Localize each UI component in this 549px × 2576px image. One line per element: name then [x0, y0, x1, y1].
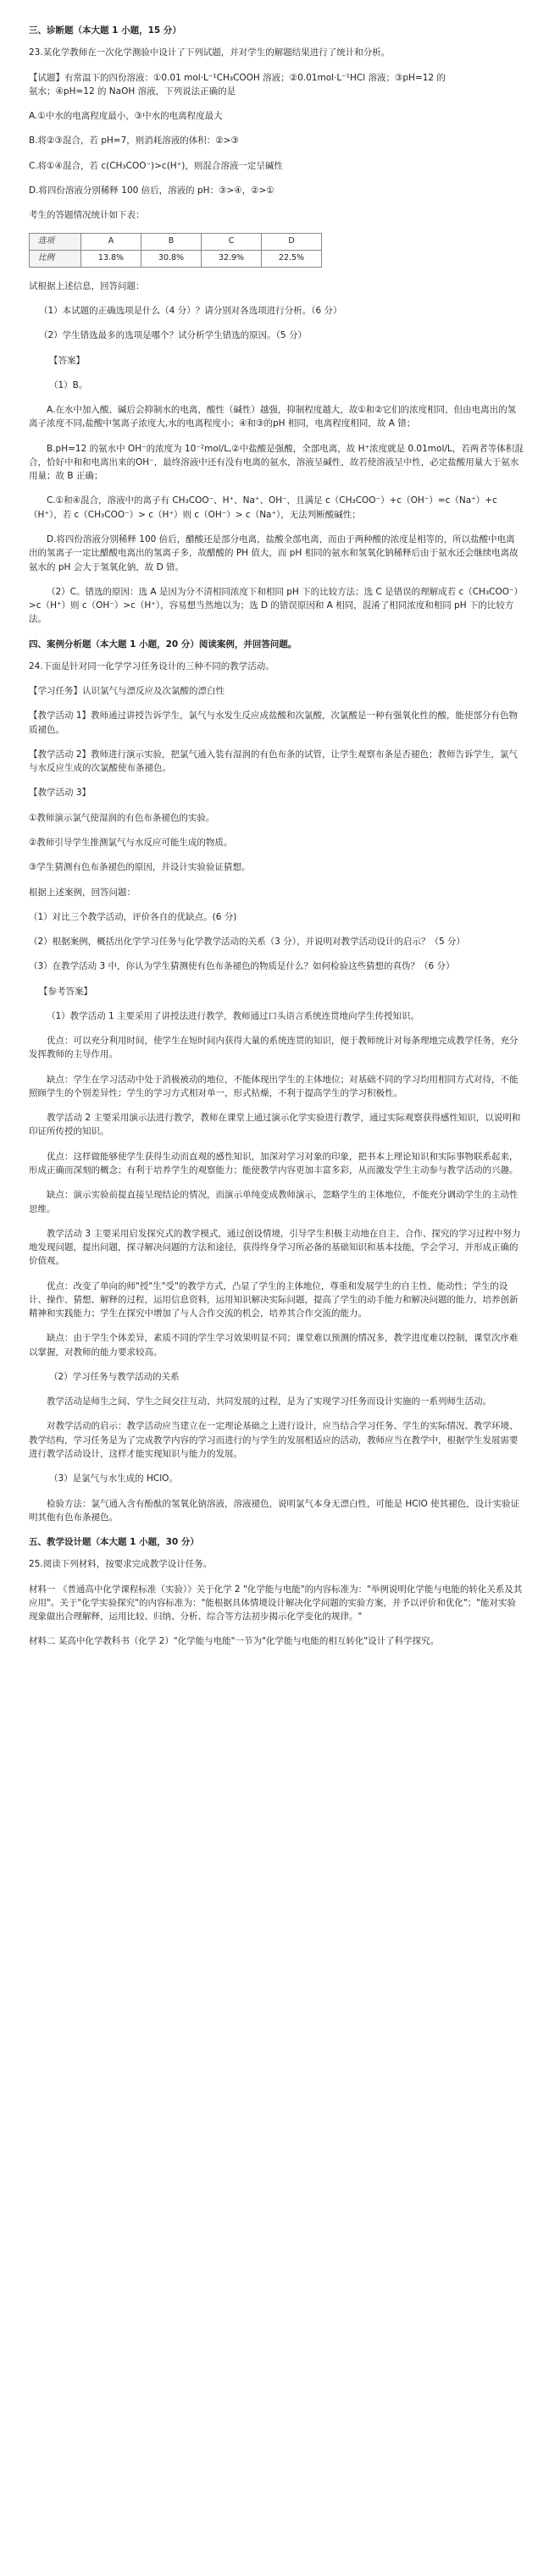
table-cell: A — [81, 234, 141, 251]
activity-2: 【教学活动 2】教师进行演示实验，把氯气通入装有湿润的有色布条的试管，让学生观察布条是否褪色；教师告诉学生，氯气与水反应生成的次氯酸使布条褪色。 — [29, 749, 518, 774]
table-cell: 比例 — [30, 251, 81, 268]
section-4-heading: 四、案例分析题（本大题 1 小题，20 分）阅读案例，并回答问题。 — [29, 638, 297, 650]
ask-intro: 根据上述案例，回答问题： — [29, 887, 136, 898]
answer-heading: 【答案】 — [49, 355, 85, 366]
analysis-a: A.在水中加入酸、碱后会抑制水的电离，酸性（碱性）越强，抑制程度越大，故①和②它们的浓度相同，但由电离出的氢离子浓度不同,盐酸中氢离子浓度大,水的电离程度小；④和③的pH 相同，电离程度相同，故 A 错； — [29, 405, 517, 429]
answer-stats-table — [29, 233, 322, 267]
table-cell: D — [262, 234, 322, 251]
option-d: D.将四份溶液分别稀释 100 倍后，溶液的 pH：③>④，②>① — [29, 185, 274, 196]
sub-question-1: （1）对比三个教学活动，评价各自的优缺点。(6 分) — [29, 911, 237, 922]
material-1: 材料一 《普通高中化学课程标准（实验）》关于化学 2 "化学能与电能"的内容标准为："举例说明化学能与电能的转化关系及其应用"。关于"化学实验探究"的内容标准为："能根据具体情境设计解决化学问题的实验方案，并予以评价和优化"；"能对实验现象做出合理解释，运用比较、归纳、分析、综合等方法初步揭示化学变化的规律。" — [29, 1584, 523, 1622]
question-24: 24.下面是针对同一化学学习任务设计的三种不同的教学活动。 — [29, 661, 274, 672]
table-cell: 32.9% — [202, 251, 262, 268]
analysis-d: D.将四份溶液分别稀释 100 倍后，醋酸还是部分电离，盐酸全部电离，而由于两种酸的浓度是相等的，所以盐酸中电离出的氢离子一定比醋酸电离出的氢离子多，故醋酸的 PH 值大，而 pH 相同的氨水和氢氧化钠稀释后由于氨水还会继续电离故氨水的 pH 会大于氢氧化钠，故 D 错。 — [29, 534, 518, 572]
table-cell: 选项 — [30, 234, 81, 251]
table-cell: B — [141, 234, 202, 251]
ref-part-2a: 教学活动是师生之间、学生之间交往互动、共同发展的过程，是为了实现学习任务而设计实施的一系列师生活动。 — [47, 1396, 491, 1407]
task-1: （1）本试题的正确选项是什么（4 分）？请分别对各选项进行分析。（6 分） — [39, 306, 342, 317]
ref-part-3a: 检验方法：氯气通入含有酚酞的氢氧化钠溶液，溶液褪色，说明氯气本身无漂白性，可能是 HClO 使其褪色，设计实验证明其他有色布条褪色。 — [29, 1498, 520, 1523]
ref-2-cons: 缺点：演示实验前提直接呈现结论的情况，而演示单纯变成教师演示，忽略学生的主体地位，不能充分调动学生的主动性思维。 — [29, 1190, 518, 1214]
section-5-heading: 五、教学设计题（本大题 1 小题，30 分） — [29, 1537, 199, 1548]
option-b: B.将②③混合，若 pH=7，则消耗溶液的体积：②>③ — [29, 135, 239, 146]
section-3-heading: 三、诊断题（本大题 1 小题，15 分） — [29, 25, 181, 36]
ref-1: （1）教学活动 1 主要采用了讲授法进行教学，教师通过口头语言系统连贯地向学生传授知识。 — [47, 1010, 420, 1021]
table-cell: C — [202, 234, 262, 251]
task-2: （2）学生错选最多的选项是哪个？试分析学生错选的原因。（5 分） — [39, 330, 307, 341]
ref-3-pros: 优点：改变了单向的师"授"生"受"的教学方式，凸显了学生的主体地位，尊重和发展学生的自主性、能动性；学生的设计、操作、猜想、解释的过程，运用信息资料，运用知识解决实际问题，提高了学生的动手能力和解决问题的能力，培养创新精神和实践能力；学生在探究中增加了与人合作交流的机会，培养其合作交流的能力。 — [29, 1280, 518, 1319]
analysis-b: B.pH=12 的氨水中 OH⁻的浓度为 10⁻²mol/L,②中盐酸是强酸，全部电离，故 H⁺浓度就是 0.01mol/L，若两者等体积混合，恰好中和和电离出来的OH⁻，最终溶液中还有没有电离的氨水，溶液呈碱性，故若使溶液呈中性，必定盐酸用量大于氨水用量；故 B 正确； — [29, 443, 524, 482]
material-2: 材料二 某高中化学教科书（化学 2）"化学能与电能"一节为"化学能与电能的相互转化"设计了科学探究。 — [29, 1636, 440, 1647]
table-cell: 30.8% — [141, 251, 202, 268]
ref-3-cons: 缺点：由于学生个体差异，素质不同的学生学习效果明显不同；课堂难以预测的情况多，教学进度难以控制，课堂次序难以掌握，对教师的能力要求较高。 — [29, 1333, 518, 1357]
reference-answer-heading: 【参考答案】 — [39, 986, 92, 997]
answer-1: （1）B。 — [49, 379, 88, 390]
question-stem: 【试题】有常温下的四份溶液：①0.01 mol·L⁻¹CH₃COOH 溶液；②0.01mol·L⁻¹HCl 溶液；③pH=12 的 氨水；④pH=12 的 NaOH 溶液，下列说法正确的是 — [29, 72, 446, 97]
ref-1-cons: 缺点：学生在学习活动中处于消极被动的地位，不能体现出学生的主体地位；对基础不同的学习均用相同方式对待，不能照顾学生的个别差异性；学生的学习方式相对单一，形式枯燥，不利于提高学生的学习积极性。 — [29, 1074, 518, 1098]
sub-question-2: （2）根据案例，概括出化学学习任务与化学教学活动的关系（3 分），并说明对教学活动设计的启示？（5 分） — [29, 937, 465, 948]
answer-2: （2）C。错选的原因：选 A 是因为分不清相同浓度下和相同 pH 下的比较方法；选 C 是错误的理解成若 c（CH₃COO⁻）>c（H⁺）则 c（OH⁻）>c（H⁺），容易想当然地以为；选 D 的错误原因和 A 相同，混淆了相同浓度和相同 pH 下的比较方法。 — [29, 586, 524, 625]
activity-1: 【教学活动 1】教师通过讲授告诉学生，氯气与水发生反应成盐酸和次氯酸，次氯酸是一种有强氧化性的酸，能使部分有色物质褪色。 — [29, 710, 518, 735]
ref-3: 教学活动 3 主要采用启发探究式的教学模式，通过创设情境，引导学生积极主动地在自主、合作、探究的学习过程中努力地发现问题，提出问题，探寻解决问题的方法和途径，获得终身学习所必备的基础知识和基本技能，学会学习，并形成正确的价值观。 — [29, 1228, 521, 1267]
question-25: 25.阅读下列材料，按要求完成教学设计任务。 — [29, 1559, 213, 1570]
table-row — [30, 251, 322, 268]
ref-2: 教学活动 2 主要采用演示法进行教学，教师在课堂上通过演示化学实验进行教学，通过实际观察获得感性知识，以说明和印证所传授的知识。 — [29, 1113, 521, 1137]
analysis-c: C.①和④混合，溶液中的离子有 CH₃COO⁻、H⁺、Na⁺、OH⁻，且满足 c（CH₃COO⁻）+c（OH⁻）=c（Na⁺）+c（H⁺），若 c（CH₃COO⁻）> c（H⁺）则 c（OH⁻）> c（Na⁺），无法判断酸碱性； — [29, 495, 497, 520]
question-23: 23.某化学教师在一次化学测验中设计了下列试题，并对学生的解题结果进行了统计和分析。 — [29, 47, 391, 58]
option-a: A.①中水的电离程度最小，③中水的电离程度最大 — [29, 111, 223, 122]
activity-3-step-3: ③学生猜测有色布条褪色的原因，并设计实验验证猜想。 — [29, 862, 251, 873]
ref-2-pros: 优点：这样做能够使学生获得生动而直观的感性知识，加深对学习对象的印象，把书本上理论知识和实际事物联系起来，形成正确而深刻的概念；有利于培养学生的观察能力；能使教学内容更加丰富多彩，从而激发学生主动参与教学活动的兴趣。 — [29, 1151, 518, 1175]
activity-3-step-2: ②教师引导学生推测氯气与水反应可能生成的物质。 — [29, 837, 233, 848]
task-intro: 试根据上述信息，回答问题： — [29, 280, 145, 291]
table-cell: 22.5% — [262, 251, 322, 268]
sub-question-3: （3）在教学活动 3 中，你认为学生猜测使有色布条褪色的物质是什么？如何检验这些猜想的真伪？（6 分） — [29, 961, 455, 972]
ref-part-3: （3）是氯气与水生成的 HClO。 — [49, 1473, 178, 1484]
table-row — [30, 234, 322, 251]
ref-part-2b: 对教学活动的启示：教学活动应当建立在一定理论基础之上进行设计，应当结合学习任务、学生的实际情况、教学环境、教学结构，学习任务是为了完成教学内容的学习而进行的与学生的发展相适应的活动，教师应当在教学中，根据学生发展需要进行教学活动设计，这样才能实现知识与能力的发展。 — [29, 1421, 518, 1459]
activity-3-step-1: ①教师演示氯气使湿润的有色布条褪色的实验。 — [29, 812, 215, 823]
option-c: C.将①④混合，若 c(CH₃COO⁻)>c(H⁺)，则混合溶液一定呈碱性 — [29, 160, 283, 171]
learning-task: 【学习任务】认识氯气与漂反应及次氯酸的漂白性 — [29, 686, 225, 697]
activity-3-heading: 【教学活动 3】 — [29, 788, 92, 799]
ref-1-pros: 优点：可以充分利用时间，使学生在短时间内获得大量的系统连贯的知识，便于教师统计对每条理地完成教学任务，充分发挥教师的主导作用。 — [29, 1036, 518, 1060]
table-cell: 13.8% — [81, 251, 141, 268]
ref-part-2: （2）学习任务与教学活动的关系 — [49, 1371, 180, 1382]
stats-intro: 考生的答题情况统计如下表： — [29, 210, 145, 221]
